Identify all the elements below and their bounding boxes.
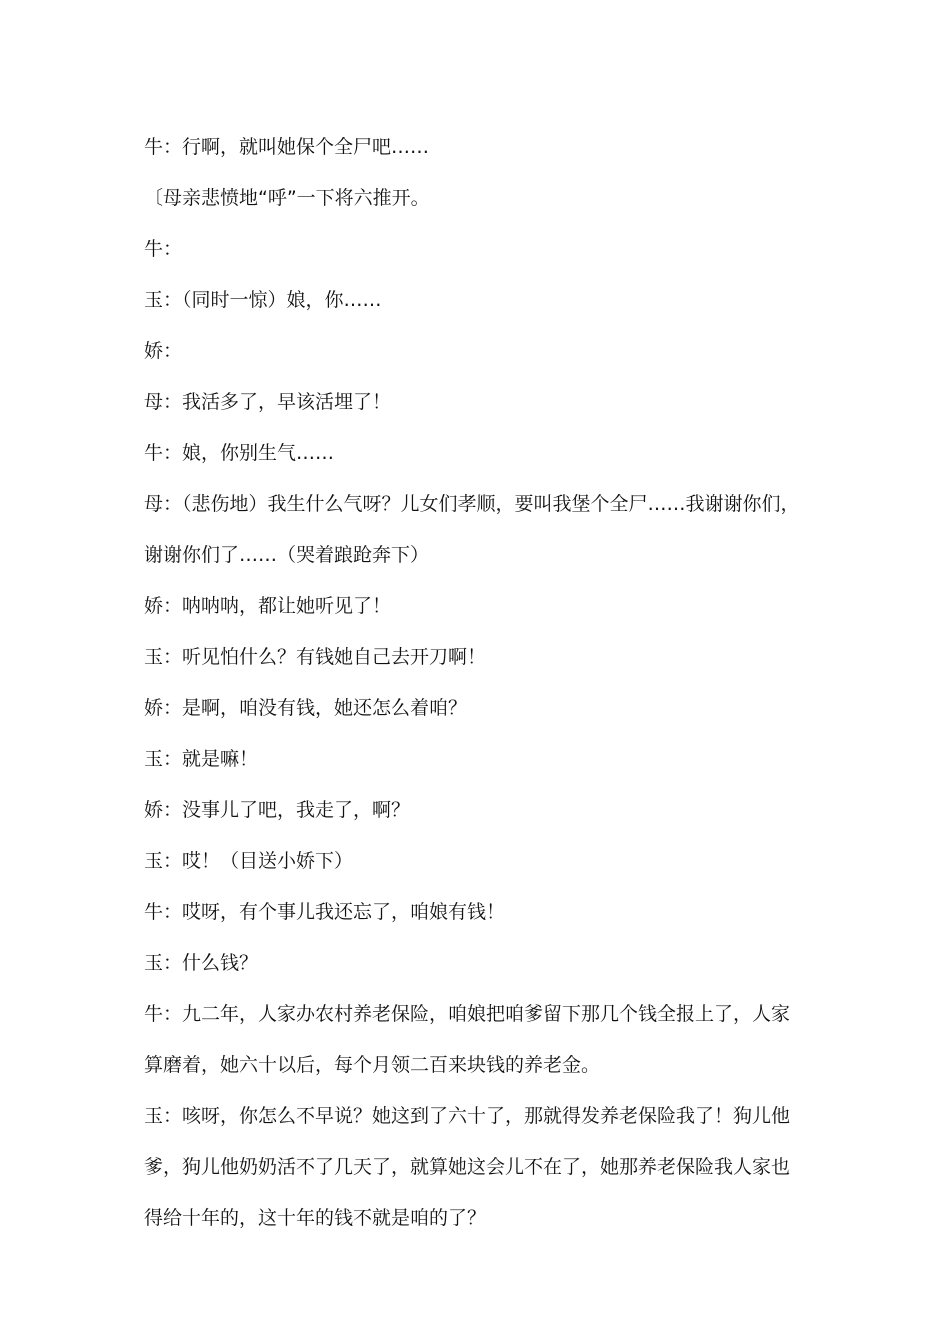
dialogue-line: 玉：就是嘛！ [144,748,259,770]
dialogue-line: 娇：是啊，咱没有钱，她还怎么着咱？ [144,697,468,719]
dialogue-line: 算磨着，她六十以后，每个月领二百来块钱的养老金。 [144,1054,601,1076]
dialogue-line: 玉：听见怕什么？有钱她自己去开刀啊！ [144,646,487,668]
dialogue-line: 得给十年的，这十年的钱不就是咱的了？ [144,1207,487,1229]
dialogue-line: 玉：什么钱？ [144,952,259,974]
dialogue-line: 玉：哎！（目送小娇下） [144,850,354,872]
dialogue-line: 娇： [144,340,183,362]
dialogue-line: 玉：（同时一惊）娘，你…… [144,289,382,311]
dialogue-line: 牛： [144,238,183,260]
stage-direction-line: 〔母亲悲愤地“呼”一下将六推开。 [144,187,430,209]
dialogue-line: 母：我活多了，早该活埋了！ [144,391,392,413]
dialogue-line: 牛：行啊，就叫她保个全尸吧…… [144,136,430,158]
dialogue-line: 母：（悲伤地）我生什么气呀？儿女们孝顺，要叫我堡个全尸……我谢谢你们， [144,493,800,515]
dialogue-line: 爹，狗儿他奶奶活不了几天了，就算她这会儿不在了，她那养老保险我人家也 [144,1156,791,1178]
dialogue-line: 牛：哎呀，有个事儿我还忘了，咱娘有钱！ [144,901,506,923]
dialogue-line: 牛：娘，你别生气…… [144,442,335,464]
dialogue-line: 娇：没事儿了吧，我走了，啊？ [144,799,411,821]
script-text [144,122,824,1244]
dialogue-line: 玉：咳呀，你怎么不早说？她这到了六十了，那就得发养老保险我了！狗儿他 [144,1105,791,1127]
dialogue-line: 谢谢你们了……（哭着踉跄奔下） [144,544,430,566]
dialogue-line: 牛：九二年，人家办农村养老保险，咱娘把咱爹留下那几个钱全报上了，人家 [144,1003,791,1025]
dialogue-line: 娇：呐呐呐，都让她听见了！ [144,595,392,617]
